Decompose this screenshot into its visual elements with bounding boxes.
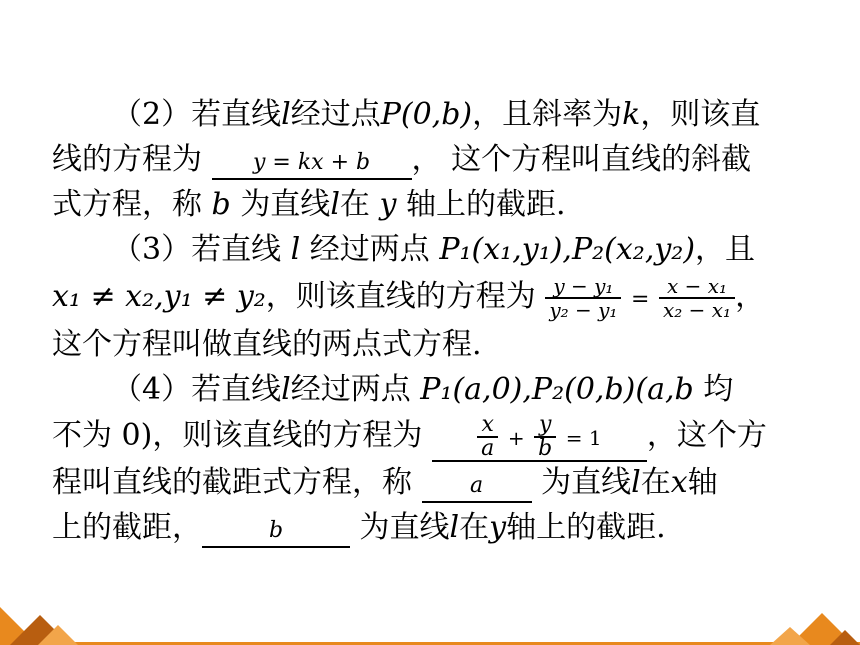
text: ， 这个方程叫直线的斜截 [411,142,752,177]
text: 为直线 [541,465,632,500]
math-point: P(0,b) [380,97,473,132]
equals-one: = 1 [565,426,602,450]
p4-line4 [52,505,812,550]
p4-line3 [52,460,812,505]
fraction-denominator: a [481,436,495,461]
content-body [52,92,812,550]
answer-blank-intercept-eq [432,414,647,462]
text: ，这个方 [646,418,767,453]
math-x: x [670,465,688,500]
text: 线的方程为 [52,142,202,177]
text: （3）若直线 [112,232,282,267]
text: ，且斜率为 [472,97,623,132]
fraction-denominator: b [538,436,553,461]
text: 在 [459,510,490,545]
fraction-y-b [534,414,556,460]
p2-line3 [52,182,812,227]
text: ，且 [695,232,756,267]
p3-line1 [52,227,812,272]
plus-sign: + [507,426,525,450]
text: 不为 0)，则该直线的方程为 [52,418,423,453]
math-l: l [449,510,460,545]
math-l: l [631,465,641,500]
fraction-numerator: x − x₁ [659,275,735,299]
fraction-y [545,275,621,321]
text: ，则该直 [640,97,761,132]
text: 轴上的截距. [506,510,666,545]
math-k: k [622,97,641,132]
text: 式方程，称 [52,187,202,222]
equals-sign: = [631,287,650,312]
math-l: l [281,97,291,132]
math-l: l [290,232,301,267]
text: 在 [339,187,370,222]
text: 为直线 [240,187,331,222]
answer-blank-slope [212,145,412,180]
math-y: y [489,510,507,545]
text: ， [735,279,766,314]
math-points: P₁(a,0),P₂(0,b)(a,b [420,372,694,407]
text: （4）若直线 [112,372,282,407]
math-condition: x₁ ≠ x₂,y₁ ≠ y₂ [52,279,266,314]
p4-line1 [52,367,812,412]
fraction-x-a [477,414,498,460]
p2-line1 [52,92,812,137]
math-points: P₁(x₁,y₁),P₂(x₂,y₂) [439,232,696,267]
p3-line2 [52,272,812,322]
text: 在 [640,465,671,500]
answer-text: y = kx + b [253,150,371,175]
answer-blank-a [422,468,532,503]
answer-blank-b [202,513,350,548]
fraction-numerator: y [534,414,556,438]
math-b: b [211,187,231,222]
text: 为直线 [359,510,450,545]
text: 上的截距， [52,510,202,545]
math-l: l [330,187,340,222]
footer-decoration [0,605,860,645]
p4-line2 [52,412,812,460]
text: 经过两点 [290,372,411,407]
text: 轴 [687,465,718,500]
text: 这个方程叫做直线的两点式方程. [52,327,482,362]
text: ，则该直线的方程为 [265,279,536,314]
fraction-denominator: x₂ − x₁ [662,298,732,322]
fraction-numerator: y − y₁ [545,275,621,299]
text: 经过点 [290,97,381,132]
fraction-numerator: x [477,414,498,438]
text: 程叫直线的截距式方程，称 [52,465,412,500]
text: 轴上的截距. [405,187,566,222]
text: 均 [703,372,734,407]
fraction-x [659,275,735,321]
answer-text: a [469,473,484,498]
answer-text: b [268,518,284,543]
math-y: y [379,187,397,222]
text: （2）若直线 [112,97,282,132]
text: 经过两点 [309,232,430,267]
p2-line2 [52,137,812,182]
math-l: l [281,372,291,407]
p3-line3 [52,322,812,367]
fraction-denominator: y₂ − y₁ [549,298,618,322]
